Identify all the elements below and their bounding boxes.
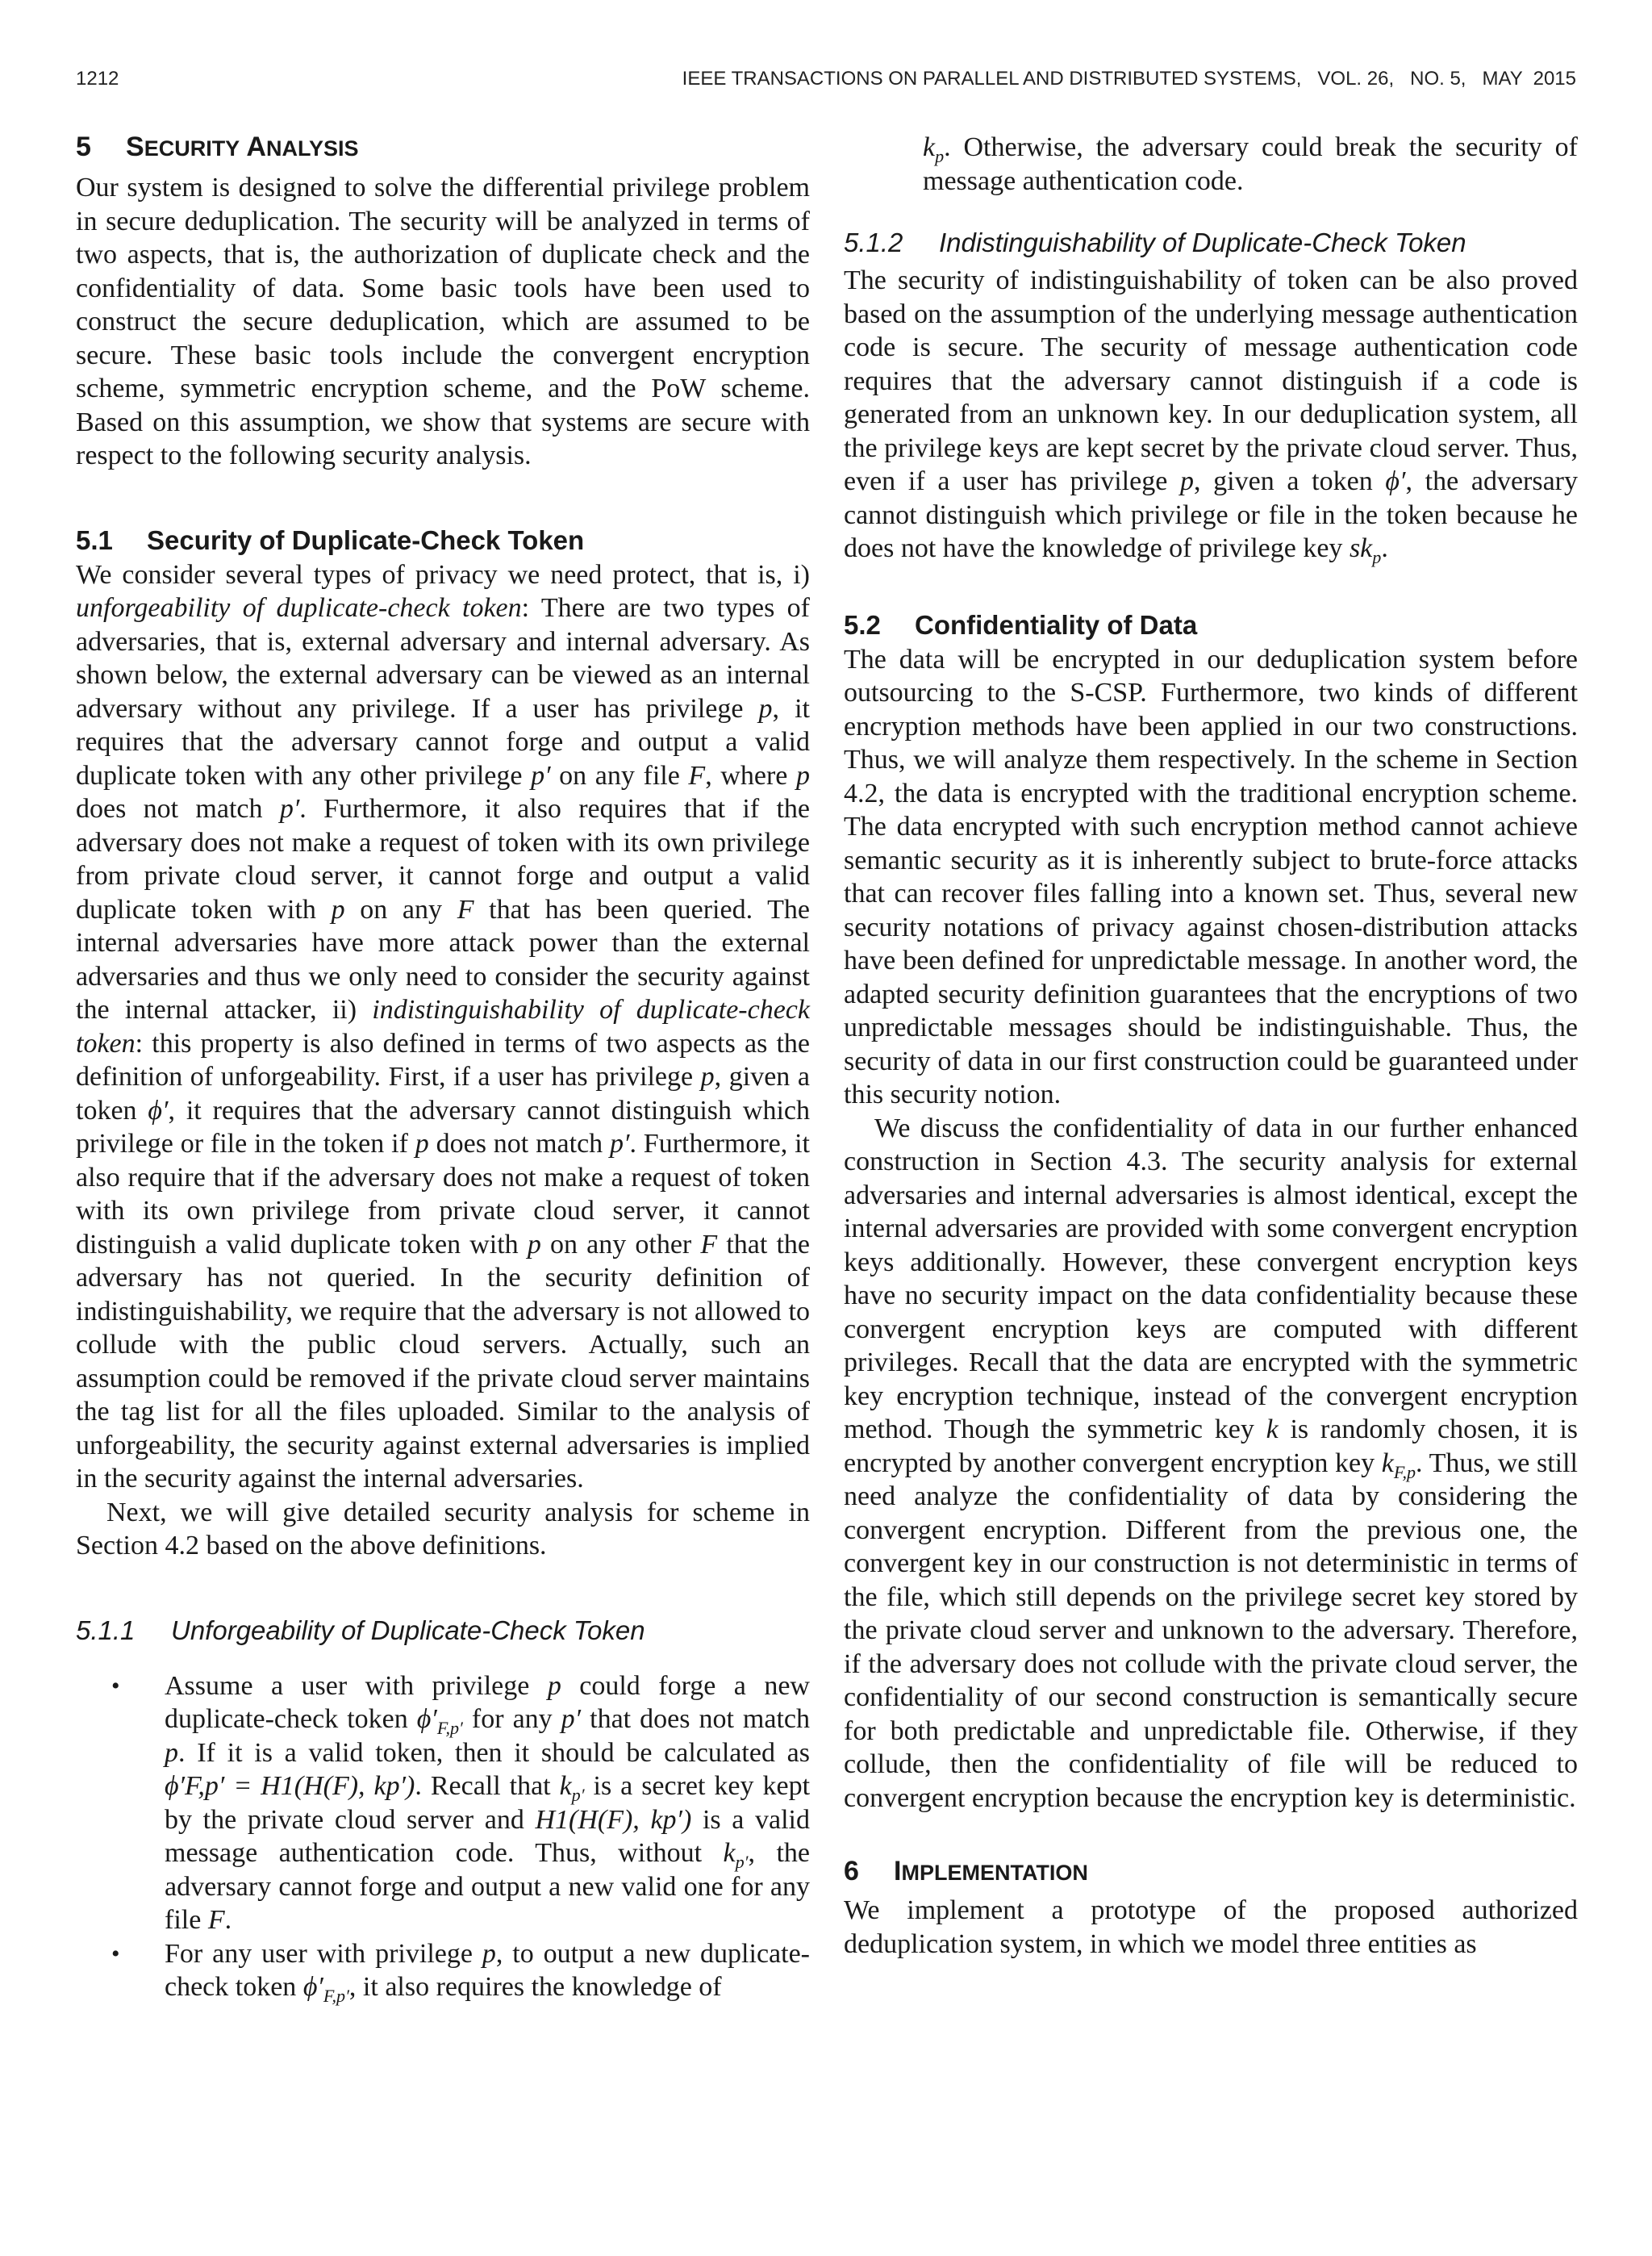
section-5-intro: Our system is designed to solve the differential privilege problem in secure deduplication. The security will be analyzed in terms of two aspects, that is, the authorization of duplicate check and the confidentiality of data. Some basic tools have been used to construct the secure deduplication, which are assumed to be secure. These basic tools include the convergent encryption scheme, symmetric encryption scheme, and the PoW scheme. Based on this assumption, we show that systems are secure with respect to the following security analysis. bbox=[76, 173, 810, 470]
section-5-1-2-paragraph: The security of indistinguishability of token can be also proved based on the assumption of the underlying message authentication code is secure. The security of message authentication code requires that the adversary cannot distinguish if a code is generated from an unknown key. In our deduplication system, all the privilege keys are kept secret by the private cloud server. Thus, even if a user has privilege p, given a token ϕ′, the adversary cannot distinguish which privilege or file in the token because he does not have the knowledge of privilege key $sk_p$. bbox=[844, 265, 1578, 567]
mac-expression: H1(H(F), kp′) bbox=[535, 1804, 692, 1835]
unforgeability-list bbox=[76, 1669, 810, 2004]
unforgeability-list-continued bbox=[844, 131, 1578, 198]
section-5-1-2-heading: 5.1.2 Indistinguishability of Duplicate-Check Token bbox=[844, 228, 1466, 257]
section-5-1-heading: 5.1 Security of Duplicate-Check Token bbox=[76, 524, 585, 555]
bullet-icon: • bbox=[111, 1672, 120, 1699]
list-item: • For any user with privilege p, to output a new duplicate-check token $\phi'_{F,p'}$, it also requires the knowledge of bbox=[111, 1938, 810, 2006]
section-5-1-paragraph: We consider several types of privacy we need protect, that is, i) unforgeability of duplicate-check token: There are two types of adversaries, that is, external adversary and internal adversary. As shown below, the external adversary can be viewed as an internal adversary without any privilege. If a user has privilege p, it requires that the adversary cannot forge and output a valid duplicate token with any other privilege p′ on any file F, where p does not match p′. Furthermore, it also requires that if the adversary does not make a request of token with its own privilege from private cloud server, it cannot forge and output a valid duplicate token with p on any F that has been queried. The internal adversaries have more attack power than the external adversaries and thus we only need to consider the security against the internal attacker, ii) indistinguishability of duplicate-check token: this property is also defined in terms of two aspects as the definition of unforgeability. First, if a user has privilege p, given a token ϕ′, it requires that the adversary cannot distinguish which privilege or file in the token if p does not match p′. Furthermore, it also require that if the adversary does not make a request of token with its own privilege from private cloud server, it cannot distinguish a valid duplicate token with p on any other F that the adversary has not queried. In the security definition of indistinguishability, we require that the adversary is not allowed to collude with the public cloud servers. Actually, such an assumption could be removed if the private cloud server maintains the tag list for all the files uploaded. Similar to the analysis of unforgeability, the security against external adversaries is implied in the security against the internal adversaries. bbox=[76, 559, 811, 1494]
section-5-2-heading: 5.2 Confidentiality of Data bbox=[844, 609, 1198, 640]
page-number: 1212 bbox=[76, 68, 119, 90]
section-5-1-paragraph-2: Next, we will give detailed security analysis for scheme in Section 4.2 based on the above definitions. bbox=[76, 1497, 810, 1560]
section-6-paragraph: We implement a prototype of the proposed authorized deduplication system, in which we model three entities as bbox=[844, 1895, 1578, 1959]
section-5-1-1-heading: 5.1.1 Unforgeability of Duplicate-Check Token bbox=[76, 1615, 645, 1645]
right-column bbox=[844, 131, 1578, 1961]
token-formula: ϕ′F,p′ = H1(H(F), kp′) bbox=[165, 1771, 415, 1801]
left-column bbox=[76, 129, 810, 2004]
section-6-heading: 6 IMPLEMENTATION bbox=[844, 1856, 1088, 1886]
section-5-heading: 5 SECURITY ANALYSIS bbox=[76, 132, 359, 162]
journal-header: IEEE TRANSACTIONS ON PARALLEL AND DISTRIBUTED SYSTEMS, VOL. 26, NO. 5, MAY 2015 bbox=[682, 68, 1576, 90]
running-header bbox=[76, 68, 1576, 100]
list-item: • Assume a user with privilege p could forge a new duplicate-check token $\phi'_{F,p'}$ for any p′ that does not match p. If it is a valid token, then it should be calculated as ϕ′F,p′ = H1(H(F), kp′). Recall that $k_{p'}$ is a secret key kept by the private cloud server and H1(H(F), kp′) is a valid message authentication code. Thus, without $k_{p'}$, the adversary cannot forge and output a new valid one for any file F. bbox=[111, 1670, 811, 1935]
bullet-icon: • bbox=[111, 1940, 120, 1967]
section-5-2-paragraph-2: We discuss the confidentiality of data in our further enhanced construction in Section 4.3. The security analysis for external adversaries and internal adversaries is almost identical, except the internal adversaries are provided with some convergent encryption keys additionally. However, these convergent encryption keys have no security impact on the data confidentiality because these convergent encryption keys are computed with different privileges. Recall that the data are encrypted with the symmetric key encryption technique, instead of the convergent encryption method. Though the symmetric key k is randomly chosen, it is encrypted by another convergent encryption key $k_{F,p}$. Thus, we still need analyze the confidentiality of data by considering the convergent encryption. Different from the previous one, the convergent key in our construction is not deterministic in terms of the file, which still depends on the privilege secret key stored by the private cloud server and unknown to the adversary. Therefore, if the adversary does not collude with the private cloud server, the confidentiality of our second construction is semantically secure for both predictable and unpredictable file. Otherwise, if they collude, then the confidentiality of file will be reduced to convergent encryption because the encryption key is deterministic. bbox=[844, 1113, 1579, 1813]
list-item-continued: $k_p$. Otherwise, the adversary could break the security of message authentication code. bbox=[923, 132, 1578, 196]
section-5-2-paragraph-1: The data will be encrypted in our deduplication system before outsourcing to the S-CSP. Furthermore, two kinds of different encryption methods have been applied in our two constructions. Thus, we will analyze them respectively. In the scheme in Section 4.2, the data is encrypted with the traditional encryption scheme. The data encrypted with such encryption method cannot achieve semantic security as it is inherently subject to brute-force attacks that can recover files falling into a known set. Thus, several new security notations of privacy against chosen-distribution attacks have been defined for unpredictable message. In another word, the adapted security definition guarantees that the encryptions of two unpredictable messages should be indistinguishable. Thus, the security of data in our first construction could be guaranteed under this security notion. bbox=[844, 644, 1578, 1109]
